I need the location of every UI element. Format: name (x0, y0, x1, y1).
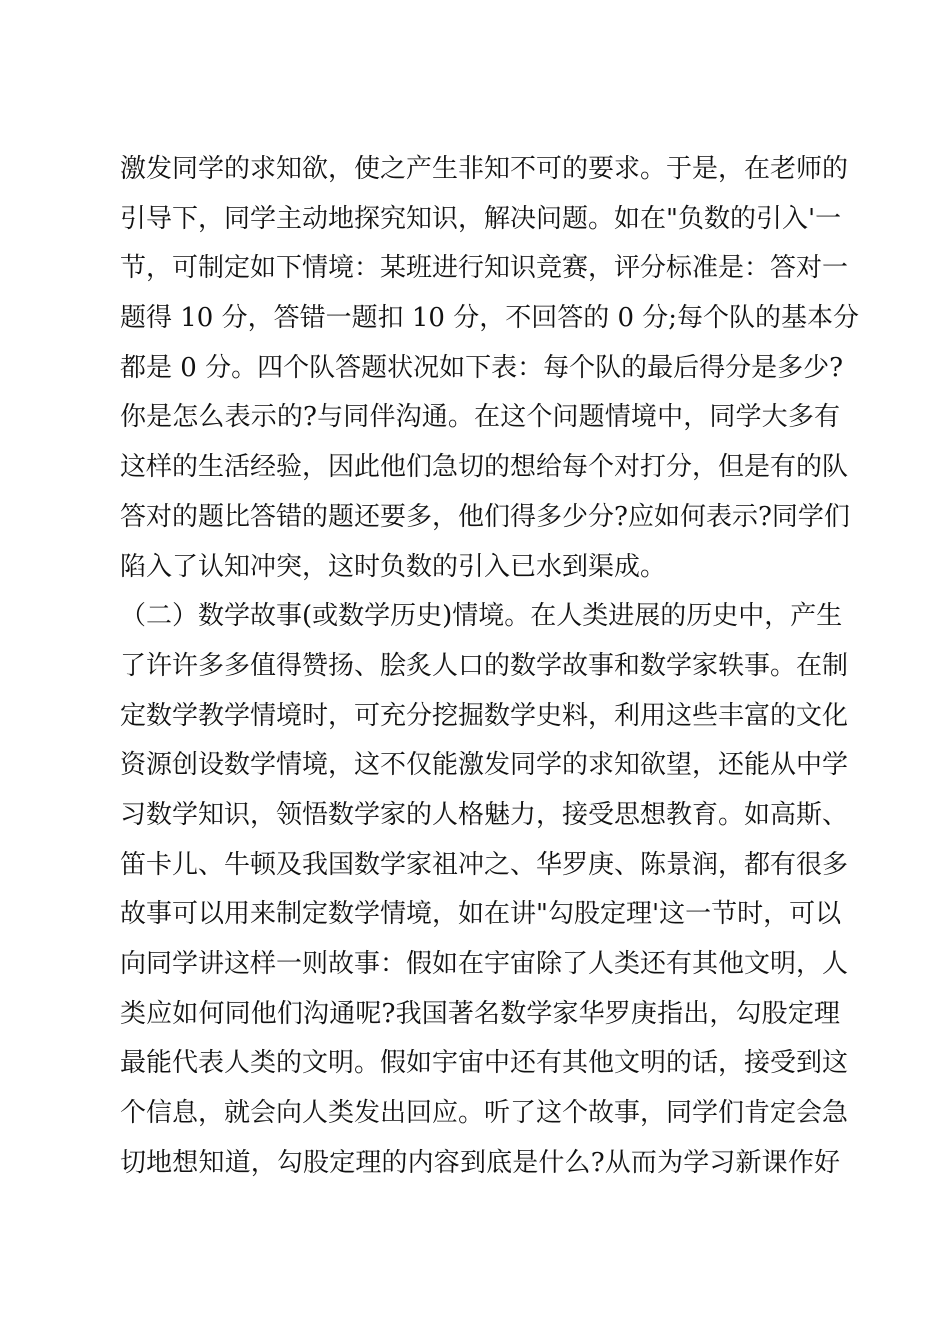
text-line: 你是怎么表示的?与同伴沟通。在这个问题情境中，同学大多有 (120, 402, 840, 433)
text-line: 了许许多多值得赞扬、脍炙人口的数学故事和数学家轶事。在制 (120, 650, 849, 681)
text-line: 故事可以用来制定数学情境，如在讲"勾股定理'这一节时，可以 (120, 899, 842, 930)
paragraph-end-line: 陷入了认知冲突，这时负数的引入已水到渠成。 (120, 551, 667, 582)
text-line: 习数学知识，领悟数学家的人格魅力，接受思想教育。如高斯、 (120, 799, 849, 830)
text-line: 这样的生活经验，因此他们急切的想给每个对打分，但是有的队 (120, 452, 849, 483)
text-line: 笛卡儿、牛顿及我国数学家祖冲之、华罗庚、陈景润，都有很多 (120, 849, 849, 880)
text-line: 定数学教学情境时，可充分挖掘数学史料，利用这些丰富的文化 (120, 700, 849, 731)
text-line: 答对的题比答错的题还要多，他们得多少分?应如何表示?同学们 (120, 501, 850, 532)
text-line: 个信息，就会向人类发出回应。听了这个故事，同学们肯定会急 (120, 1098, 849, 1129)
section-heading-line: （二）数学故事(或数学历史)情境。在人类进展的历史中，产生 (120, 601, 843, 632)
body-text (120, 145, 860, 1188)
text-line: 节，可制定如下情境：某班进行知识竞赛，评分标准是：答对一 (120, 253, 849, 284)
text-line: 切地想知道，勾股定理的内容到底是什么?从而为学习新课作好 (120, 1147, 840, 1178)
text-line: 引导下，同学主动地探究知识，解决问题。如在"负数的引入'一 (120, 203, 842, 234)
text-line: 向同学讲这样一则故事：假如在宇宙除了人类还有其他文明，人 (120, 949, 849, 979)
text-line: 激发同学的求知欲，使之产生非知不可的要求。于是，在老师的 (120, 154, 849, 184)
text-line: 题得 10 分，答错一题扣 10 分，不回答的 0 分;每个队的基本分 (120, 303, 860, 334)
text-line: 类应如何同他们沟通呢?我国著名数学家华罗庚指出，勾股定理 (120, 998, 840, 1029)
text-line: 都是 0 分。四个队答题状况如下表：每个队的最后得分是多少? (120, 352, 844, 383)
text-line: 资源创设数学情境，这不仅能激发同学的求知欲望，还能从中学 (120, 750, 849, 781)
text-line: 最能代表人类的文明。假如宇宙中还有其他文明的话，接受到这 (120, 1048, 849, 1079)
